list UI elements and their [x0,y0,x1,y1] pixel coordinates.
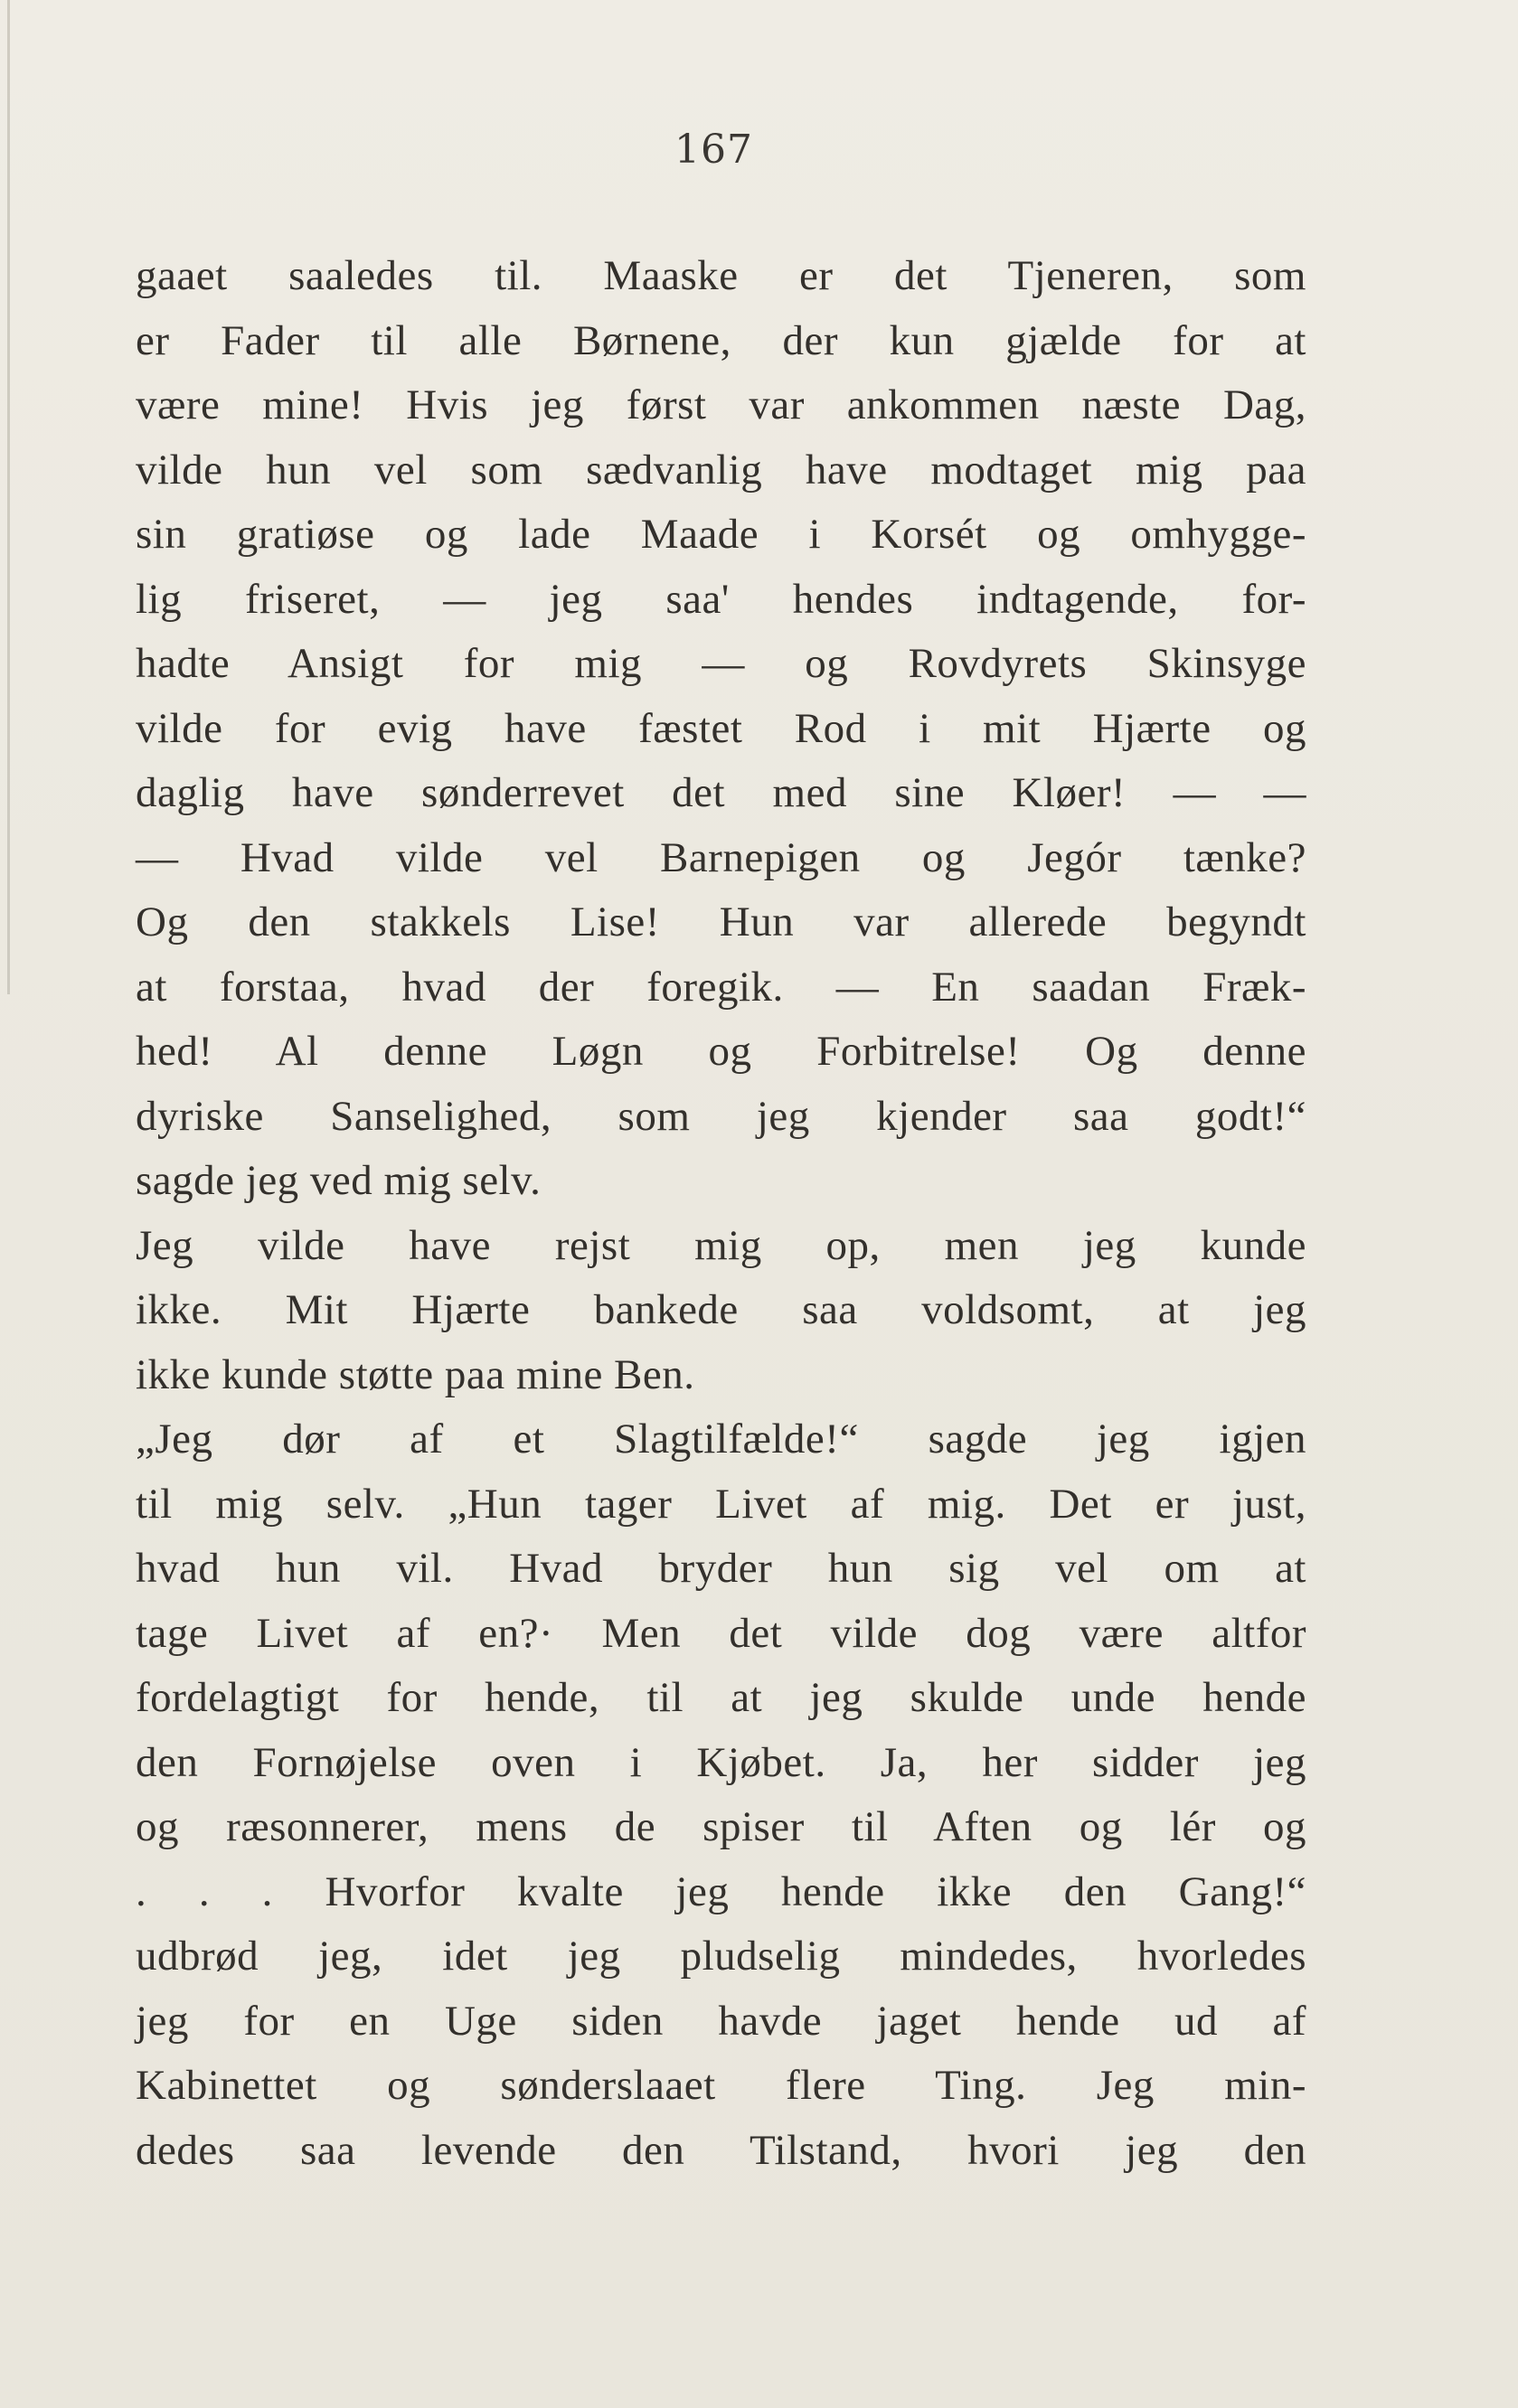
page-number: 167 [674,127,753,173]
text-line: dyriske Sanselighed, som jeg kjender saa godt!“ [136,1092,1306,1140]
text-line: lig friseret, — jeg saa' hendes indtagende, for- [136,575,1306,623]
text-line: er Fader til alle Børnene, der kun gjælde for at [136,316,1306,364]
text-line: til mig selv. „Hun tager Livet af mig. Det er just, [136,1480,1306,1528]
text-line: hed! Al denne Løgn og Forbitrelse! Og denne [136,1028,1306,1075]
text-line: dedes saa levende den Tilstand, hvori jeg den [136,2126,1306,2174]
text-line: vilde for evig have fæstet Rod i mit Hjærte og [136,704,1306,752]
text-line: at forstaa, hvad der foregik. — En saadan Fræk- [136,963,1306,1011]
text-line: fordelagtigt for hende, til at jeg skulde unde hende [136,1674,1306,1721]
text-line: og ræsonnerer, mens de spiser til Aften og lér og [136,1803,1306,1850]
body-text [136,244,1306,2183]
text-line: „Jeg dør af et Slagtilfælde!“ sagde jeg igjen [136,1416,1306,1463]
text-line: gaaet saaledes til. Maaske er det Tjeneren, som [136,252,1306,299]
text-line: tage Livet af en?· Men det vilde dog være altfor [136,1609,1306,1657]
text-line: Og den stakkels Lise! Hun var allerede begyndt [136,898,1306,945]
text-line: ikke kunde støtte paa mine Ben. [136,1350,695,1398]
text-line: jeg for en Uge siden havde jaget hende ud af [136,1997,1306,2045]
text-line: vilde hun vel som sædvanlig have modtaget mig paa [136,446,1306,494]
text-line: være mine! Hvis jeg først var ankommen næste Dag, [136,381,1306,428]
text-line: ikke. Mit Hjærte bankede saa voldsomt, at jeg [136,1286,1306,1333]
text-line: . . . Hvorfor kvalte jeg hende ikke den Gang!“ [136,1867,1306,1915]
text-line: sin gratiøse og lade Maade i Korsét og omhygge- [136,511,1306,558]
text-line: den Fornøjelse oven i Kjøbet. Ja, her sidder jeg [136,1738,1306,1786]
text-line: hadte Ansigt for mig — og Rovdyrets Skinsyge [136,640,1306,687]
text-line: udbrød jeg, idet jeg pludselig mindedes, hvorledes [136,1933,1306,1980]
text-line: hvad hun vil. Hvad bryder hun sig vel om at [136,1545,1306,1592]
text-line: sagde jeg ved mig selv. [136,1157,542,1204]
text-line: daglig have sønderrevet det med sine Kløer! — — [136,769,1306,816]
text-line: Jeg vilde have rejst mig op, men jeg kunde [136,1221,1306,1269]
text-line: Kabinettet og sønderslaaet flere Ting. Jeg min- [136,2062,1306,2109]
text-line: — Hvad vilde vel Barnepigen og Jegór tænke? [136,833,1306,881]
